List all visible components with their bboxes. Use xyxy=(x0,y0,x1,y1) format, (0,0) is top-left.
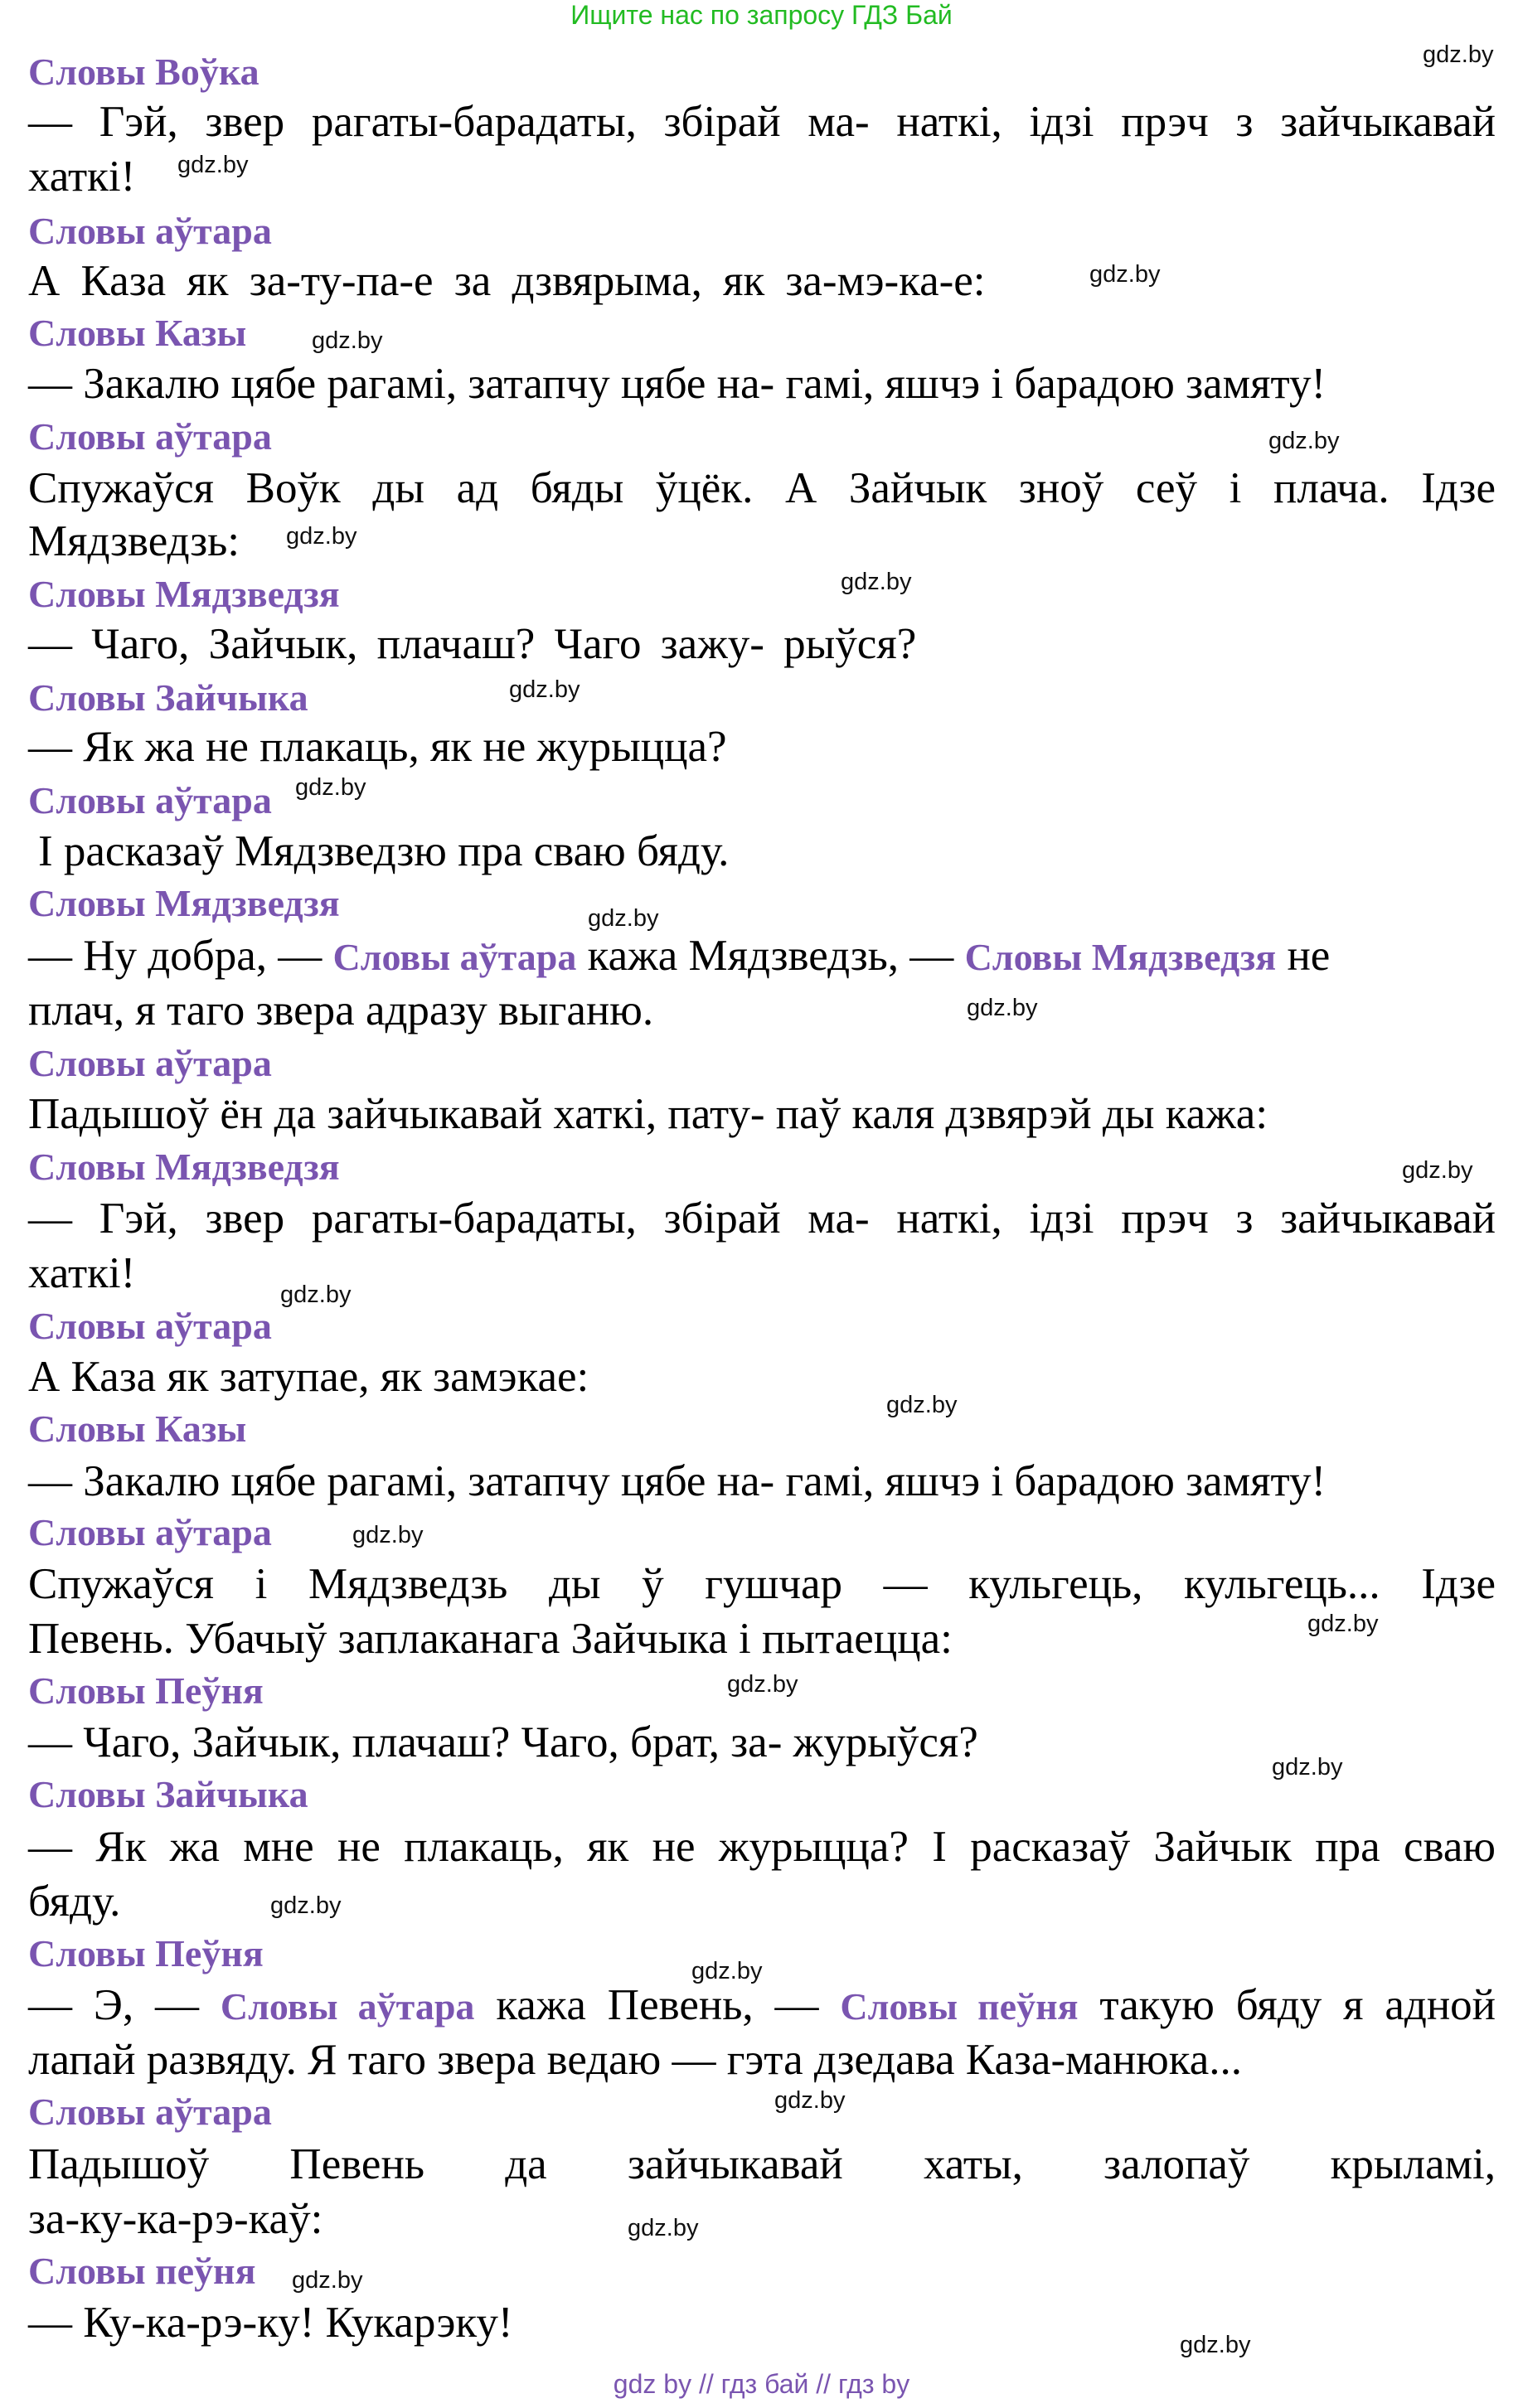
speaker-label: Словы аўтара xyxy=(28,1511,272,1553)
watermark: gdz.by xyxy=(295,774,366,801)
watermark: gdz.by xyxy=(286,523,357,550)
text-line: Певень. Убачыў заплаканага Зайчыка і пытаецца: xyxy=(28,1615,953,1663)
text-line: хаткі! xyxy=(28,153,136,201)
speaker-label: Словы пеўня xyxy=(28,2250,256,2292)
text-line: хаткі! xyxy=(28,1249,136,1297)
watermark: gdz.by xyxy=(628,2215,699,2241)
text-line: — Як жа не плакаць, як не журыцца? xyxy=(28,723,727,771)
watermark: gdz.by xyxy=(886,1392,958,1418)
watermark: gdz.by xyxy=(841,569,912,595)
text-line xyxy=(28,1979,1496,2033)
text-line: — Чаго, Зайчык, плачаш? Чаго, брат, за- журыўся? xyxy=(28,1718,978,1766)
search-banner[interactable]: Ищите нас по запросу ГДЗ Бай xyxy=(570,0,953,30)
text-segment: — Ну добра, — xyxy=(28,932,323,980)
text-line: лапай развяду. Я таго звера ведаю — гэта дзедава Каза-манюка... xyxy=(28,2036,1242,2084)
speaker-label: Словы аўтара xyxy=(28,210,272,252)
speaker-label-inline: Словы аўтара xyxy=(332,936,577,978)
text-line: А Каза як за-ту-па-е за дзвярыма, як за-мэ-ка-е: xyxy=(28,257,986,305)
speaker-label: Словы Мядзведзя xyxy=(28,882,340,924)
watermark: gdz.by xyxy=(1272,1754,1343,1781)
text-line: плач, я таго звера адразу выганю. xyxy=(28,986,654,1034)
watermark: gdz.by xyxy=(774,2087,846,2114)
text-line: — Закалю цябе рагамі, затапчу цябе на- гамі, яшчэ і барадою замяту! xyxy=(28,1457,1327,1505)
watermark: gdz.by xyxy=(588,905,659,932)
watermark: gdz.by xyxy=(270,1892,342,1919)
footer-links[interactable]: gdz by // гдз бай // гдз by xyxy=(613,2369,910,2399)
text-line xyxy=(28,930,1496,983)
speaker-label: Словы Казы xyxy=(28,1407,247,1450)
speaker-label: Словы аўтара xyxy=(28,415,272,458)
text-line: І расказаў Мядзведзю пра сваю бяду. xyxy=(38,827,730,875)
watermark: gdz.by xyxy=(352,1522,424,1548)
speaker-label: Словы Воўка xyxy=(28,51,259,93)
speaker-label: Словы аўтара xyxy=(28,2091,272,2133)
speaker-label: Словы Мядзведзя xyxy=(28,1146,340,1188)
text-line: — Ку-ка-рэ-ку! Кукарэку! xyxy=(28,2299,513,2347)
watermark: gdz.by xyxy=(1307,1611,1379,1637)
text-line: бяду. xyxy=(28,1877,121,1926)
text-segment: — Э, — xyxy=(28,1981,200,2029)
watermark: gdz.by xyxy=(1089,261,1161,288)
speaker-label-inline: Словы аўтара xyxy=(220,1985,475,2028)
watermark: gdz.by xyxy=(292,2267,363,2294)
speaker-label-inline: Словы пеўня xyxy=(840,1985,1079,2028)
text-line: Падышоў ён да зайчыкавай хаткі, пату- паў каля дзвярэй ды кажа: xyxy=(28,1090,1268,1138)
watermark: gdz.by xyxy=(509,676,580,703)
text-line: за-ку-ка-рэ-каў: xyxy=(28,2195,323,2243)
text-segment: такую бяду я адной xyxy=(1099,1981,1496,2029)
speaker-label: Словы Мядзведзя xyxy=(28,573,340,615)
watermark: gdz.by xyxy=(1180,2332,1251,2358)
text-line: Падышоў Певень да зайчыкавай хаты, залопаў крыламі, xyxy=(28,2140,1496,2188)
watermark: gdz.by xyxy=(312,327,383,354)
watermark: gdz.by xyxy=(177,152,249,178)
text-segment: кажа Мядзведзь, — xyxy=(587,932,954,980)
speaker-label: Словы Зайчыка xyxy=(28,1773,308,1815)
text-segment: не xyxy=(1287,932,1331,980)
speaker-label: Словы Пеўня xyxy=(28,1932,264,1974)
watermark: gdz.by xyxy=(1402,1157,1473,1184)
text-line: Мядзведзь: xyxy=(28,517,240,565)
speaker-label: Словы Казы xyxy=(28,312,247,354)
text-line: — Як жа мне не плакаць, як не журыцца? І расказаў Зайчык пра сваю xyxy=(28,1823,1496,1871)
speaker-label: Словы аўтара xyxy=(28,779,272,821)
text-line: А Каза як затупае, як замэкае: xyxy=(28,1353,589,1401)
speaker-label: Словы аўтара xyxy=(28,1305,272,1347)
text-line: — Гэй, звер рагаты-барадаты, збірай ма- наткі, ідзі прэч з зайчыкавай xyxy=(28,1194,1496,1243)
watermark: gdz.by xyxy=(280,1282,352,1308)
speaker-label: Словы Зайчыка xyxy=(28,676,308,719)
text-segment: кажа Певень, — xyxy=(496,1981,819,2029)
text-line: — Закалю цябе рагамі, затапчу цябе на- гамі, яшчэ і барадою замяту! xyxy=(28,360,1327,408)
speaker-label: Словы аўтара xyxy=(28,1042,272,1084)
text-line: — Чаго, Зайчык, плачаш? Чаго зажу- рыўся? xyxy=(28,620,917,668)
speaker-label: Словы Пеўня xyxy=(28,1669,264,1712)
watermark: gdz.by xyxy=(967,995,1038,1021)
watermark: gdz.by xyxy=(1423,41,1494,68)
watermark: gdz.by xyxy=(1268,428,1340,454)
text-line: — Гэй, звер рагаты-барадаты, збірай ма- наткі, ідзі прэч з зайчыкавай xyxy=(28,98,1496,146)
watermark: gdz.by xyxy=(727,1671,798,1698)
text-line: Спужаўся і Мядзведзь ды ў гушчар — кульгець, кульгець... Ідзе xyxy=(28,1560,1496,1608)
watermark: gdz.by xyxy=(691,1958,763,1984)
speaker-label-inline: Словы Мядзведзя xyxy=(964,936,1277,978)
text-line: Спужаўся Воўк ды ад бяды ўцёк. А Зайчык зноў сеў і плача. Ідзе xyxy=(28,464,1496,512)
